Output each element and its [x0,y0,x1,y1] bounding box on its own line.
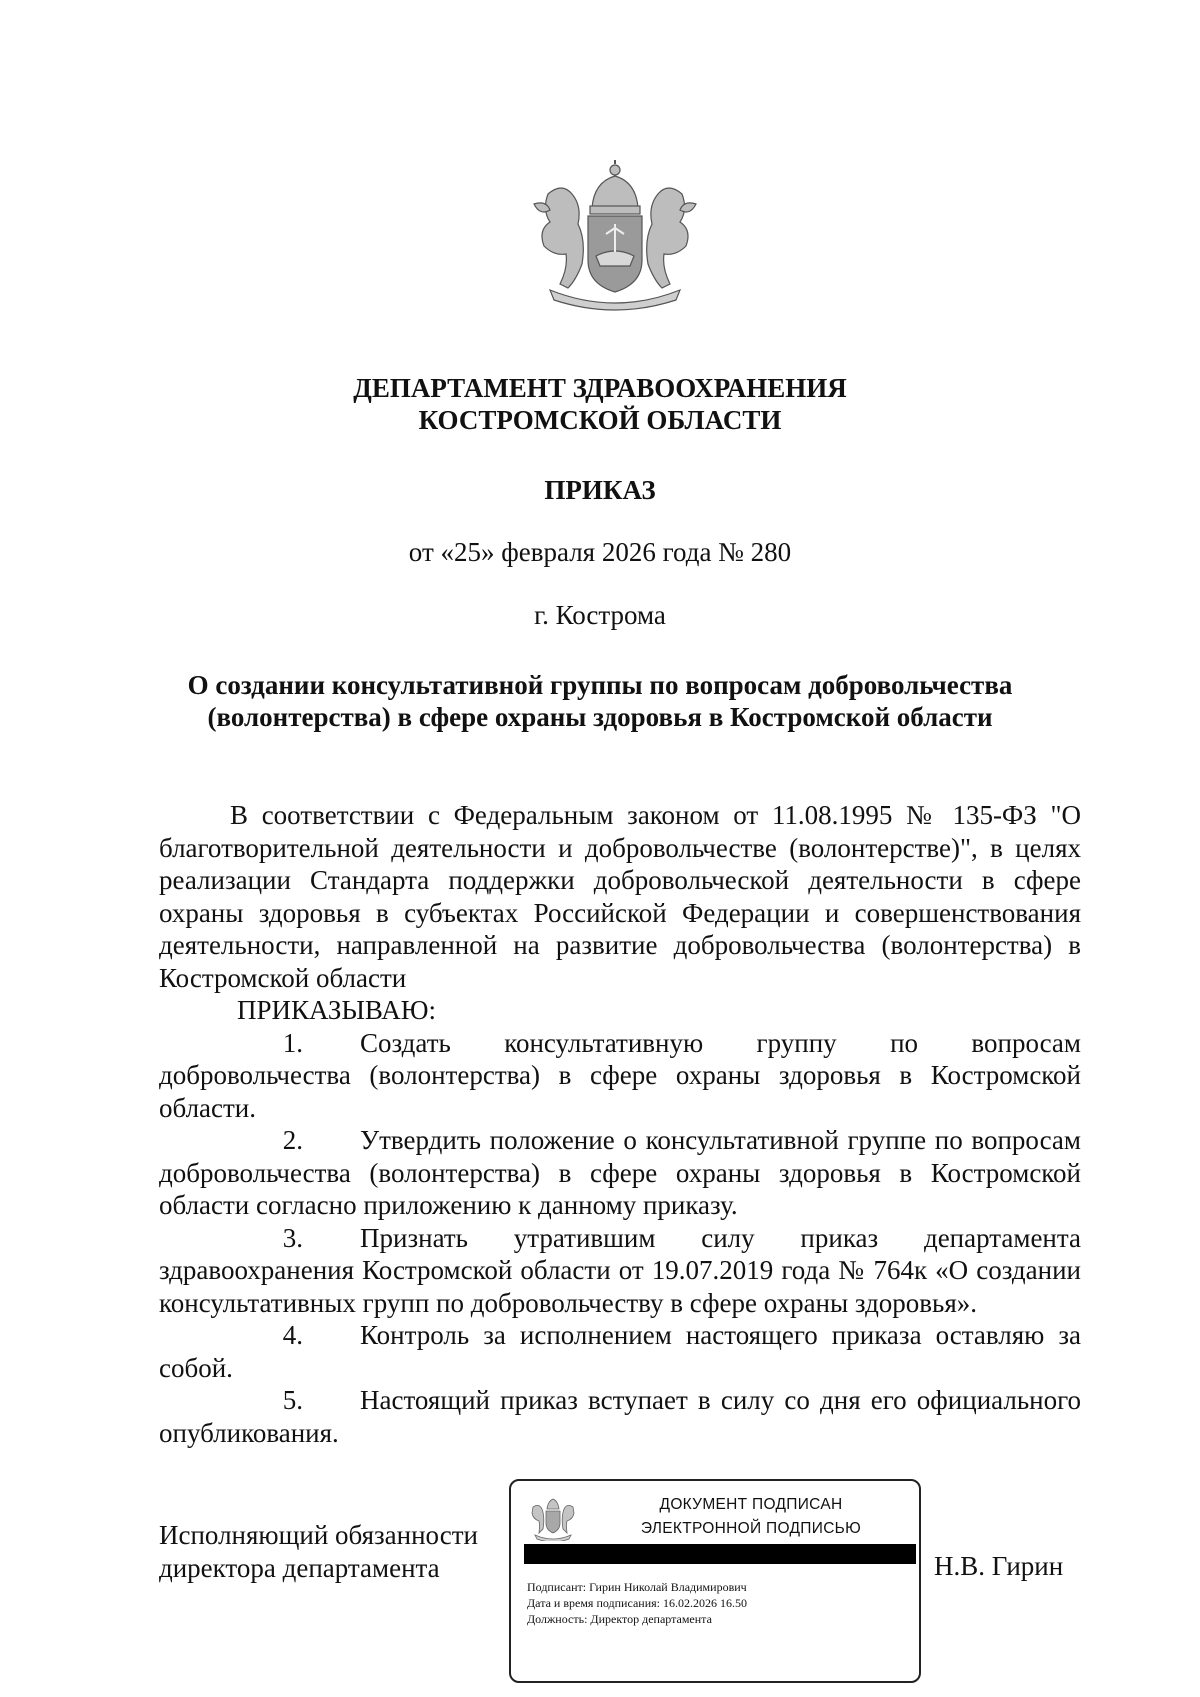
item-number: 2. [282,1125,303,1155]
signer-position [159,1519,478,1585]
document-type: ПРИКАЗ [544,475,656,505]
department-line-1: ДЕПАРТАМЕНТ ЗДРАВООХРАНЕНИЯ [353,373,847,403]
item-number: 4. [282,1320,303,1350]
position-line-2: директора департамента [159,1553,440,1583]
title-line-1: О создании консультативной группы по вопросам добровольчества [187,670,1013,700]
stamp-title-line-2: ЭЛЕКТРОННОЙ ПОДПИСЬЮ [640,1520,862,1537]
list-item [159,1124,1081,1222]
city: г. Кострома [534,600,666,630]
coat-of-arms-kostroma-icon [520,160,710,312]
item-text: Создать консультативную группу по вопросам добровольчества (волонтерства) в сфере охраны здоровья в Костромской области. [159,1027,1081,1123]
item-number: 5. [282,1385,303,1415]
department-line-2: КОСТРОМСКОЙ ОБЛАСТИ [418,405,782,435]
stamp-title [591,1493,911,1541]
item-number: 3. [282,1222,303,1253]
order-body [159,799,1081,1449]
item-text: Настоящий приказ вступает в силу со дня его официального опубликования. [159,1385,1081,1448]
preamble: В соответствии с Федеральным законом от 11.08.1995 № 135-ФЗ "О благотворительной деятельности и добровольчестве (волонтерстве)", в целях реализации Стандарта поддержки добровольческой деятельности в сфере охраны здоровья в субъектах Российской Федерации и совершенствования деятельности, направленной на развитие добровольчества (волонтерства) в Костромской области [159,800,1081,993]
stamp-title-line-1: ДОКУМЕНТ ПОДПИСАН [659,1496,843,1513]
stamp-position: Должность: Директор департамента [527,1612,712,1626]
stamp-signer: Подписант: Гирин Николай Владимирович [527,1580,747,1594]
signer-name: Н.В. Гирин [934,1551,1064,1581]
position-line-1: Исполняющий обязанности [159,1520,478,1550]
list-item [159,1027,1081,1125]
item-text: Признать утратившим силу приказ департамента здравоохранения Костромской области от 19.07.2019 года № 764к «О создании консультативных групп по добровольчеству в сфере охраны здоровья». [159,1222,1081,1318]
stamp-details [527,1579,747,1627]
list-item [159,1319,1081,1384]
stamp-datetime: Дата и время подписания: 16.02.2026 16.50 [527,1596,747,1610]
list-item [159,1384,1081,1449]
order-title [0,669,1200,733]
item-text: Контроль за исполнением настоящего приказа оставляю за собой. [159,1320,1081,1383]
order-date-number: от «25» февраля 2026 года № 280 [408,537,792,567]
item-number: 1. [282,1027,303,1058]
coat-of-arms-small-icon [527,1497,579,1541]
item-text: Утвердить положение о консультативной группе по вопросам добровольчества (волонтерства) в сфере охраны здоровья в Костромской области согласно приложению к данному приказу. [159,1125,1081,1220]
department-name [0,372,1200,436]
order-command: ПРИКАЗЫВАЮ: [237,995,436,1025]
list-item [159,1222,1081,1320]
electronic-signature-stamp [509,1479,921,1683]
certificate-bar [524,1544,916,1564]
title-line-2: (волонтерства) в сфере охраны здоровья в Костромской области [207,702,993,732]
